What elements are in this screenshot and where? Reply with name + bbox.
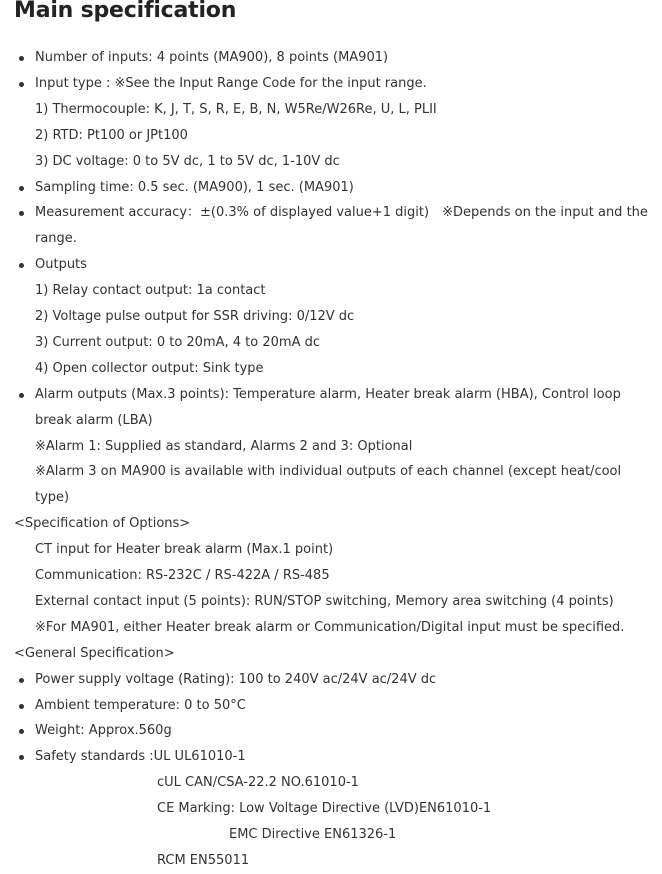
spec-line: 1) Thermocouple: K, J, T, S, R, E, B, N, W5Re/W26Re, U, L, PLII <box>35 101 437 117</box>
spec-bullet-item: Number of inputs: 4 points (MA900), 8 points (MA901) <box>0 45 388 71</box>
spec-line: Communication: RS-232C / RS-422A / RS-485 <box>35 568 330 583</box>
spec-line: <Specification of Options> <box>14 516 191 532</box>
spec-line: 1) Relay contact output: 1a contact <box>35 283 266 299</box>
spec-line: External contact input (5 points): RUN/STOP switching, Memory area switching (4 points) <box>35 593 614 609</box>
spec-line: 4) Open collector output: Sink type <box>35 360 264 376</box>
spec-bullet-item: Measurement accuracy：±(0.3% of displayed value+1 digit) ※Depends on the input and the <box>0 200 648 226</box>
spec-line: 2) Voltage pulse output for SSR driving: 0/12V dc <box>35 309 355 324</box>
spec-line: ※Alarm 1: Supplied as standard, Alarms 2 and 3: Optional <box>35 438 413 454</box>
spec-line: 3) DC voltage: 0 to 5V dc, 1 to 5V dc, 1-10V dc <box>35 153 340 169</box>
page-title: Main specification <box>14 0 237 23</box>
spec-bullet-item: Weight: Approx.560g <box>0 718 172 744</box>
spec-line: cUL CAN/CSA-22.2 NO.61010-1 <box>157 775 359 791</box>
spec-bullet-item: Input type : ※See the Input Range Code for the input range. <box>0 71 427 97</box>
spec-line: CT input for Heater break alarm (Max.1 point) <box>35 542 334 558</box>
spec-bullet-item: Safety standards :UL UL61010-1 <box>0 744 246 770</box>
spec-line: ※For MA901, either Heater break alarm or Communication/Digital input must be specified. <box>35 619 625 635</box>
spec-line: 2) RTD: Pt100 or JPt100 <box>35 127 188 143</box>
spec-line: 3) Current output: 0 to 20mA, 4 to 20mA dc <box>35 334 320 350</box>
spec-line: ※Alarm 3 on MA900 is available with individual outputs of each channel (except heat/cool <box>35 464 622 480</box>
spec-line: range. <box>35 231 77 247</box>
spec-bullet-item: Sampling time: 0.5 sec. (MA900), 1 sec. (MA901) <box>0 175 354 201</box>
spec-bullet-item: Power supply voltage (Rating): 100 to 240V ac/24V ac/24V dc <box>0 667 436 693</box>
spec-line: EMC Directive EN61326-1 <box>229 827 397 842</box>
spec-line: CE Marking: Low Voltage Directive (LVD)EN61010-1 <box>157 801 492 817</box>
spec-line: RCM EN55011 <box>157 852 250 868</box>
spec-line: type) <box>35 490 70 506</box>
spec-bullet-item: Outputs <box>0 252 87 278</box>
spec-bullet-item: Ambient temperature: 0 to 50°C <box>0 693 246 719</box>
spec-line: <General Specification> <box>14 645 175 661</box>
spec-line: break alarm (LBA) <box>35 412 153 428</box>
spec-bullet-item: Alarm outputs (Max.3 points): Temperature alarm, Heater break alarm (HBA), Control loop <box>0 382 621 408</box>
